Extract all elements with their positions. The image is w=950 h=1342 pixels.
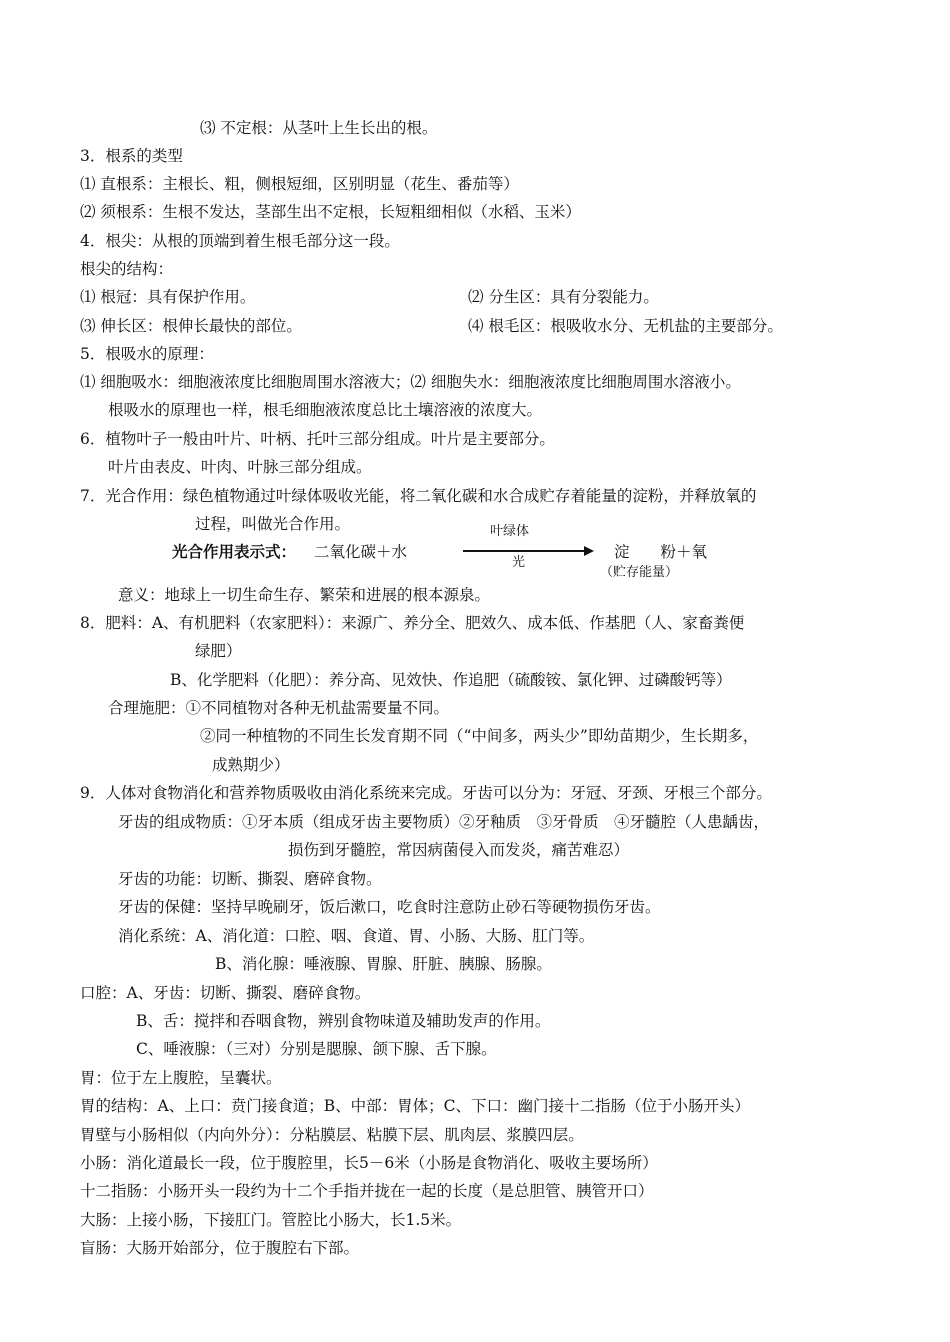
line-33: C、唾液腺：（三对）分别是腮腺、颌下腺、舌下腺。 [136, 1040, 497, 1058]
line-6: 根尖的结构： [80, 260, 174, 278]
equation-below-arrow: 光 [512, 555, 526, 570]
line-35: 胃的结构：A、上口：贲门接食道；B、中部：胃体；C、下口：幽门接十二指肠（位于小肠开头） [80, 1097, 750, 1115]
line-3: ⑴ 直根系：主根长、粗，侧根短细，区别明显（花生、番茄等） [80, 175, 519, 193]
line-8b: ⑷ 根毛区：根吸收水分、无机盐的主要部分。 [468, 317, 783, 335]
line-4: ⑵ 须根系：生根不发达，茎部生出不定根，长短粗细相似（水稻、玉米） [80, 203, 581, 221]
line-21: 合理施肥：①不同植物对各种无机盐需要量不同。 [108, 699, 450, 717]
heading-4: 4．根尖：从根的顶端到着生根毛部分这一段。 [80, 232, 400, 250]
line-19: 绿肥） [195, 642, 242, 660]
line-37: 小肠：消化道最长一段，位于腹腔里，长5－6米（小肠是食物消化、吸收主要场所） [80, 1154, 658, 1172]
line-29: 消化系统：A、消化道：口腔、咽、食道、胃、小肠、大肠、肛门等。 [118, 927, 595, 945]
heading-9: 9．人体对食物消化和营养物质吸收由消化系统来完成。牙齿可以分为：牙冠、牙颈、牙根三个部分。 [80, 784, 772, 802]
line-26: 损伤到牙髓腔，常因病菌侵入而发炎，痛苦难忍） [288, 841, 630, 859]
heading-3: 3．根系的类型 [80, 147, 183, 165]
line-13: 叶片由表皮、叶肉、叶脉三部分组成。 [108, 458, 372, 476]
equation-product-note: （贮存能量） [600, 565, 679, 580]
line-7b: ⑵ 分生区：具有分裂能力。 [468, 288, 659, 306]
line-36: 胃壁与小肠相似（内向外分）：分粘膜层、粘膜下层、肌肉层、浆膜四层。 [80, 1126, 584, 1144]
line-22: ②同一种植物的不同生长发育期不同（“中间多，两头少”即幼苗期少，生长期多， [200, 727, 759, 745]
line-23: 成熟期少） [212, 756, 290, 774]
heading-6: 6．植物叶子一般由叶片、叶柄、托叶三部分组成。叶片是主要部分。 [80, 430, 555, 448]
line-1: ⑶ 不定根：从茎叶上生长出的根。 [200, 119, 438, 137]
arrow-head-icon [584, 546, 594, 556]
heading-5: 5．根吸水的原理： [80, 345, 214, 363]
line-38: 十二指肠：小肠开头一段约为十二个手指并拢在一起的长度（是总胆管、胰管开口） [80, 1182, 654, 1200]
line-39: 大肠：上接小肠，下接肛门。管腔比小肠大，长1.5米。 [80, 1211, 462, 1229]
line-30: B、消化腺：唾液腺、胃腺、肝脏、胰腺、肠腺。 [215, 955, 552, 973]
line-15: 过程，叫做光合作用。 [195, 515, 351, 533]
line-25: 牙齿的组成物质：①牙本质（组成牙齿主要物质）②牙釉质 ③牙骨质 ④牙髓腔（人患龋齿， [118, 813, 770, 831]
line-20: B、化学肥料（化肥）：养分高、见效快、作追肥（硫酸铵、氯化钾、过磷酸钙等） [170, 671, 732, 689]
line-7a: ⑴ 根冠：具有保护作用。 [80, 288, 256, 306]
heading-8: 8．肥料：A、有机肥料（农家肥料）：来源广、养分全、肥效久、成本低、作基肥（人、家畜粪便 [80, 614, 745, 632]
line-32: B、舌：搅拌和吞咽食物，辨别食物味道及辅助发声的作用。 [136, 1012, 551, 1030]
reaction-arrow [463, 550, 586, 552]
line-34: 胃：位于左上腹腔，呈囊状。 [80, 1069, 282, 1087]
line-28: 牙齿的保健：坚持早晚刷牙，饭后漱口，吃食时注意防止砂石等硬物损伤牙齿。 [118, 898, 661, 916]
line-17: 意义：地球上一切生命生存、繁荣和进展的根本源泉。 [118, 586, 491, 604]
equation-above-arrow: 叶绿体 [490, 524, 530, 539]
heading-7: 7．光合作用：绿色植物通过叶绿体吸收光能，将二氧化碳和水合成贮存着能量的淀粉，并释放氧的 [80, 487, 757, 505]
line-27: 牙齿的功能：切断、撕裂、磨碎食物。 [118, 870, 382, 888]
equation-label: 光合作用表示式： [172, 542, 297, 561]
equation-product: 淀 粉＋氧 [614, 543, 708, 561]
line-11: 根吸水的原理也一样，根毛细胞液浓度总比土壤溶液的浓度大。 [108, 401, 543, 419]
line-31: 口腔：A、牙齿：切断、撕裂、磨碎食物。 [80, 984, 371, 1002]
line-10: ⑴ 细胞吸水：细胞液浓度比细胞周围水溶液大；⑵ 细胞失水：细胞液浓度比细胞周围水溶液小。 [80, 373, 741, 391]
equation-reactants: 二氧化碳＋水 [314, 543, 408, 561]
line-40: 盲肠：大肠开始部分，位于腹腔右下部。 [80, 1239, 360, 1257]
line-8a: ⑶ 伸长区：根伸长最快的部位。 [80, 317, 302, 335]
